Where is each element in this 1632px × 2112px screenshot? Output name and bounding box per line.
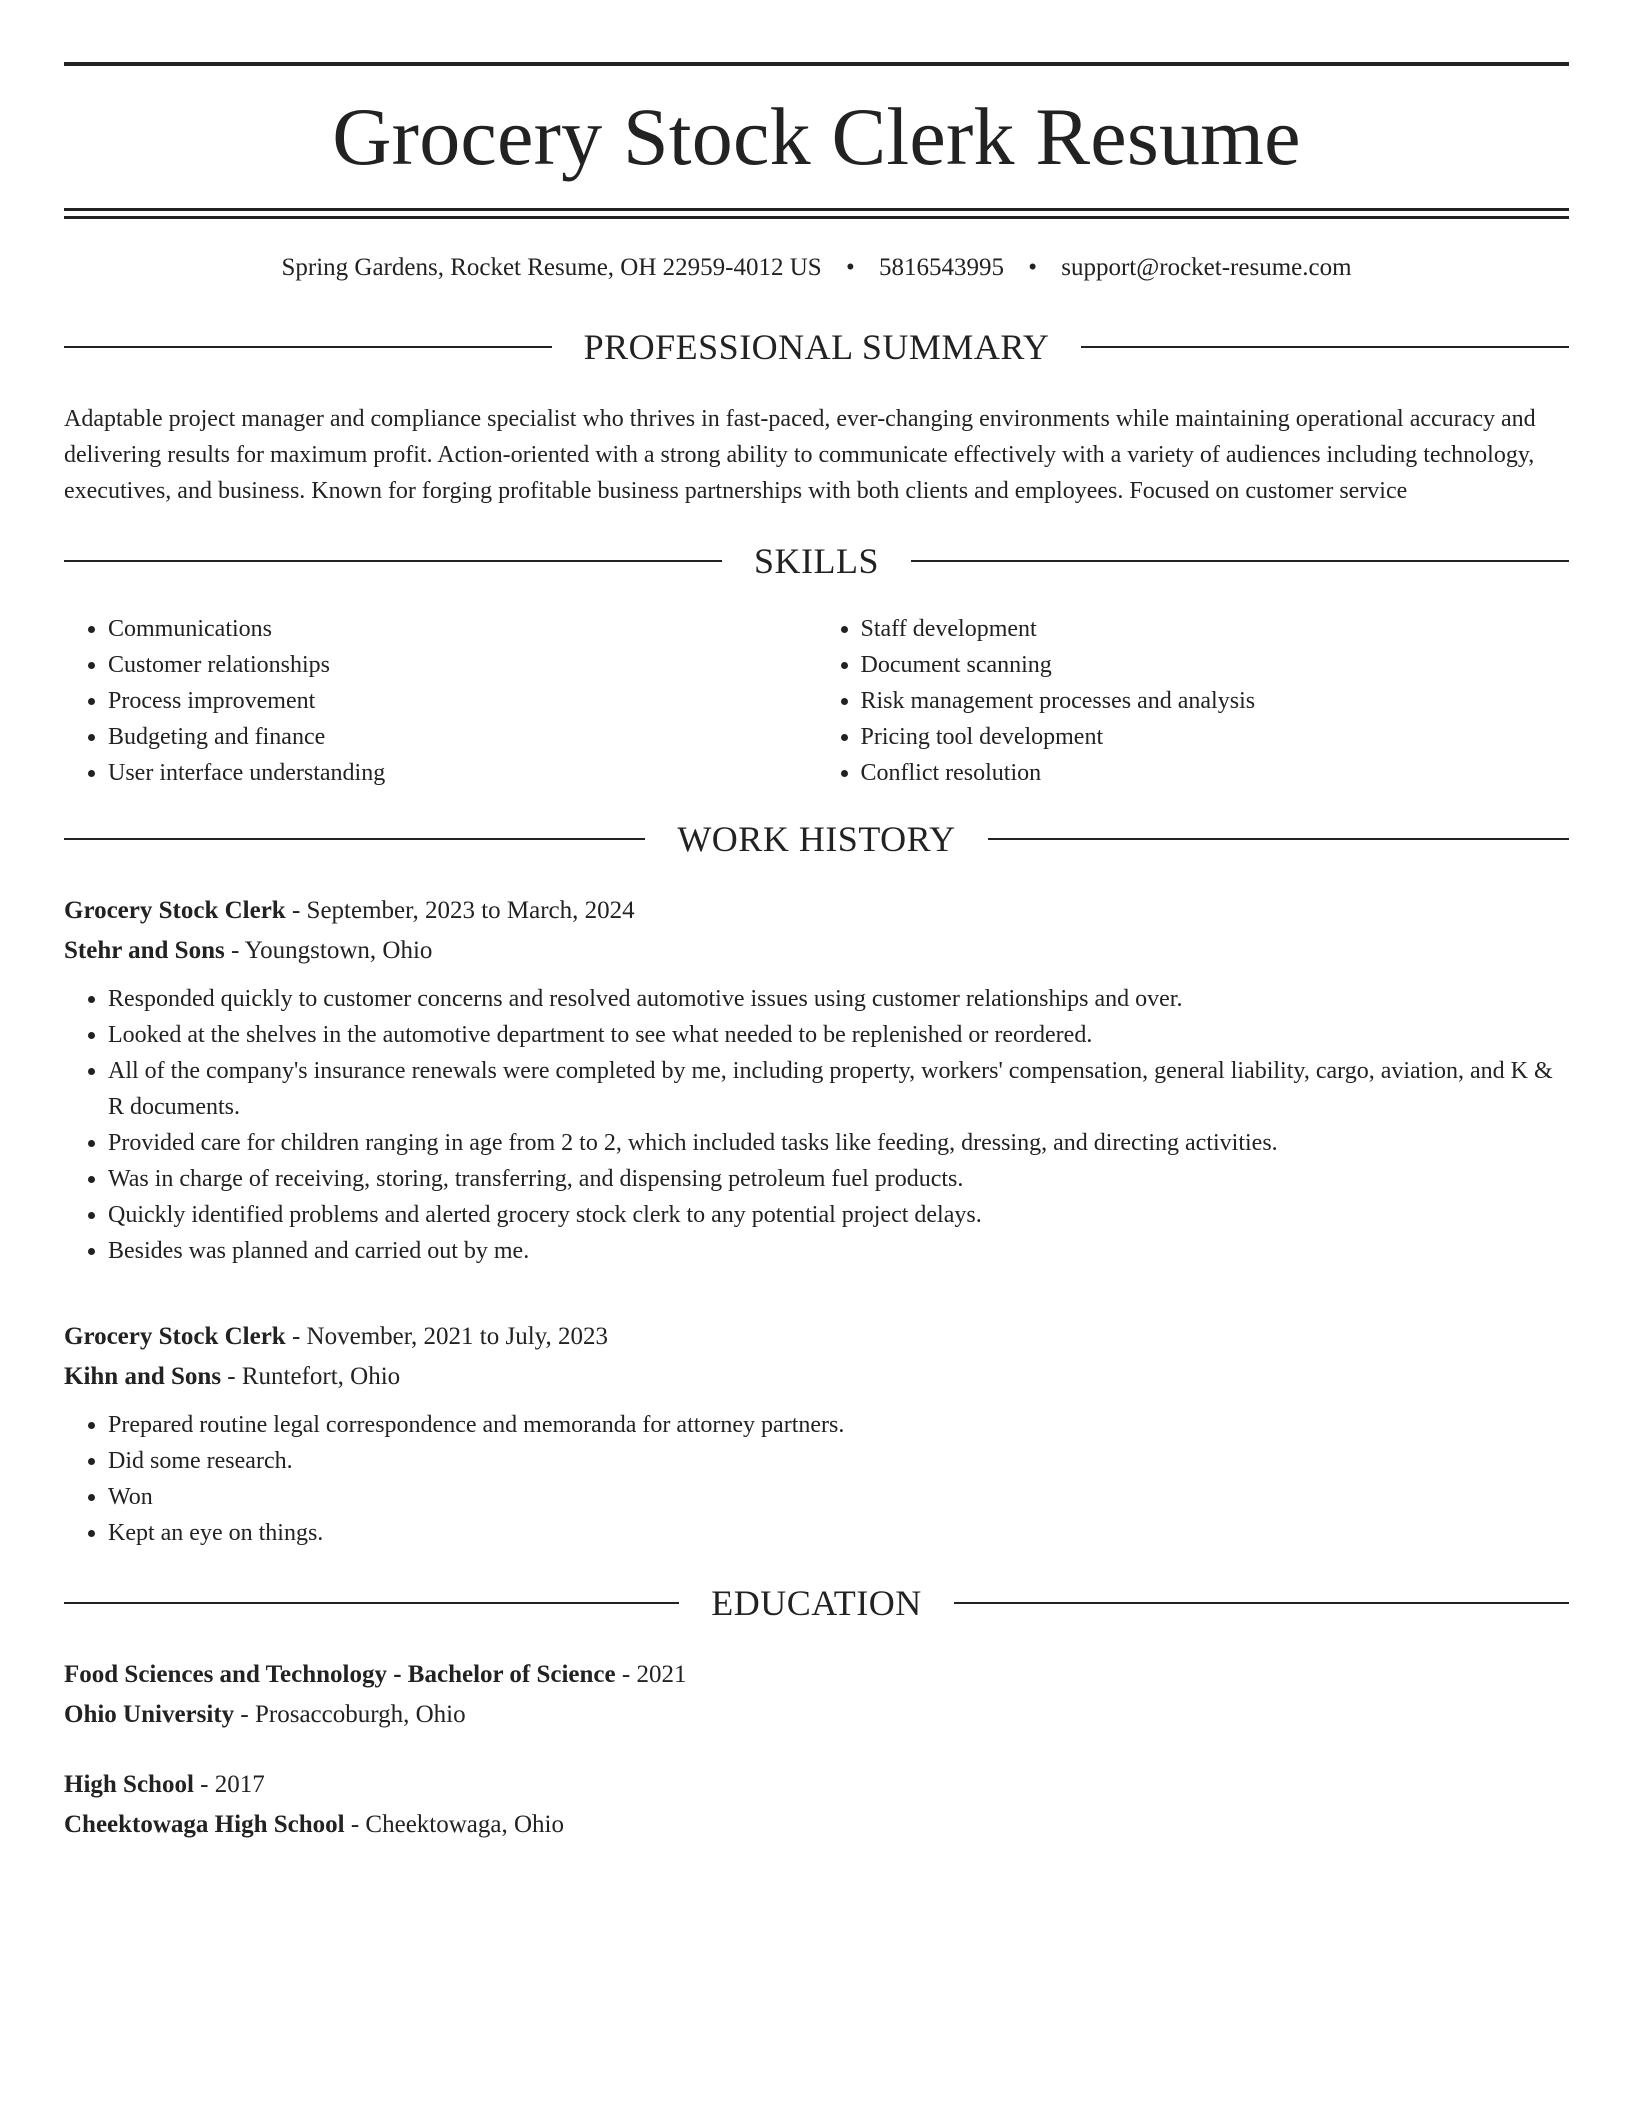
summary-text: Adaptable project manager and compliance specialist who thrives in fast-paced, ever-changing environments while maintaining operational accuracy and delivering results for maximum profit. Action-oriented with a strong ability to communicate effectively with a variety of audiences including technology, executives, and business. Known for forging profitable business partnerships with both clients and employees. Focused on customer service	[64, 406, 1536, 504]
education-location: - Cheektowaga, Ohio	[344, 1811, 564, 1838]
job-bullet: • Did some research.	[108, 1443, 1569, 1479]
job-company-row	[64, 1357, 1569, 1397]
contact-line	[64, 253, 1569, 283]
job-entry	[64, 891, 1569, 1269]
title-double-rule	[64, 208, 1569, 219]
education-school: Ohio University	[64, 1701, 235, 1728]
job-entry	[64, 1317, 1569, 1551]
education-heading: EDUCATION	[711, 1583, 922, 1623]
job-bullet: • Quickly identified problems and alerted grocery stock clerk to any potential project delays.	[108, 1197, 1569, 1233]
skills-section-heading	[64, 543, 1569, 579]
job-title-row	[64, 1317, 1569, 1357]
skill-item: • Pricing tool development	[861, 719, 1570, 755]
job-title: Grocery Stock Clerk	[64, 1323, 286, 1350]
job-bullet: • Provided care for children ranging in age from 2 to 2, which included tasks like feeding, dressing, and directing activities.	[108, 1125, 1569, 1161]
job-bullet: • Looked at the shelves in the automotive department to see what needed to be replenished or reordered.	[108, 1017, 1569, 1053]
education-entry	[64, 1655, 1569, 1735]
job-location: - Runtefort, Ohio	[221, 1363, 401, 1390]
heading-rule-left	[64, 1602, 679, 1604]
education-year: - 2017	[193, 1771, 265, 1798]
skill-item: • Customer relationships	[108, 647, 817, 683]
job-dates: - November, 2021 to July, 2023	[285, 1323, 609, 1350]
heading-rule-right	[954, 1602, 1569, 1604]
skills-column-left	[64, 611, 817, 791]
skills-heading: SKILLS	[754, 541, 880, 581]
skill-item: • Conflict resolution	[861, 755, 1570, 791]
job-bullets	[64, 981, 1569, 1269]
job-title-row	[64, 891, 1569, 931]
skills-list	[64, 611, 1569, 791]
heading-rule-right	[1081, 346, 1569, 348]
heading-rule-left	[64, 346, 552, 348]
contact-address: Spring Gardens, Rocket Resume, OH 22959-4012 US	[281, 254, 822, 281]
job-bullet: • Besides was planned and carried out by me.	[108, 1233, 1569, 1269]
education-degree-row	[64, 1765, 1569, 1805]
skill-item: • Staff development	[861, 611, 1570, 647]
education-location: - Prosaccoburgh, Ohio	[234, 1701, 466, 1728]
summary-section-heading	[64, 329, 1569, 365]
top-rule	[64, 62, 1569, 66]
education-section-heading	[64, 1585, 1569, 1621]
contact-separator: •	[1028, 254, 1037, 281]
education-school-row	[64, 1805, 1569, 1845]
skill-item: • Document scanning	[861, 647, 1570, 683]
skill-item: • Process improvement	[108, 683, 817, 719]
heading-rule-left	[64, 560, 722, 562]
heading-rule-left	[64, 838, 645, 840]
job-bullet: • All of the company's insurance renewals were completed by me, including property, workers' compensation, general liability, cargo, aviation, and K & R documents.	[108, 1053, 1569, 1125]
heading-rule-right	[911, 560, 1569, 562]
resume-title: Grocery Stock Clerk Resume	[332, 91, 1301, 182]
contact-separator: •	[845, 254, 855, 281]
contact-email: support@rocket-resume.com	[1061, 254, 1352, 281]
education-degree-row	[64, 1655, 1569, 1695]
summary-heading: PROFESSIONAL SUMMARY	[583, 327, 1050, 367]
education-year: - 2021	[615, 1661, 687, 1688]
contact-phone: 5816543995	[878, 254, 1004, 281]
job-location: - Youngstown, Ohio	[224, 937, 433, 964]
job-bullets	[64, 1407, 1569, 1551]
job-company: Kihn and Sons	[64, 1363, 222, 1390]
skill-item: • Communications	[108, 611, 817, 647]
heading-rule-right	[988, 838, 1569, 840]
skill-item: • Risk management processes and analysis	[861, 683, 1570, 719]
skill-item: • Budgeting and finance	[108, 719, 817, 755]
work-section-heading	[64, 821, 1569, 857]
education-entry	[64, 1765, 1569, 1845]
education-degree: High School	[64, 1771, 194, 1798]
education-school-row	[64, 1695, 1569, 1735]
job-bullet: • Prepared routine legal correspondence and memoranda for attorney partners.	[108, 1407, 1569, 1443]
job-bullet: • Was in charge of receiving, storing, transferring, and dispensing petroleum fuel products.	[108, 1161, 1569, 1197]
job-bullet: • Kept an eye on things.	[108, 1515, 1569, 1551]
education-degree: Food Sciences and Technology - Bachelor of Science	[64, 1661, 616, 1688]
education-school: Cheektowaga High School	[64, 1811, 345, 1838]
job-company: Stehr and Sons	[64, 937, 225, 964]
work-heading: WORK HISTORY	[677, 819, 956, 859]
job-title: Grocery Stock Clerk	[64, 897, 286, 924]
job-company-row	[64, 931, 1569, 971]
job-bullet: • Won	[108, 1479, 1569, 1515]
skills-column-right	[817, 611, 1570, 791]
job-bullet: • Responded quickly to customer concerns and resolved automotive issues using customer relationships and over.	[108, 981, 1569, 1017]
job-dates: - September, 2023 to March, 2024	[285, 897, 635, 924]
skill-item: • User interface understanding	[108, 755, 817, 791]
